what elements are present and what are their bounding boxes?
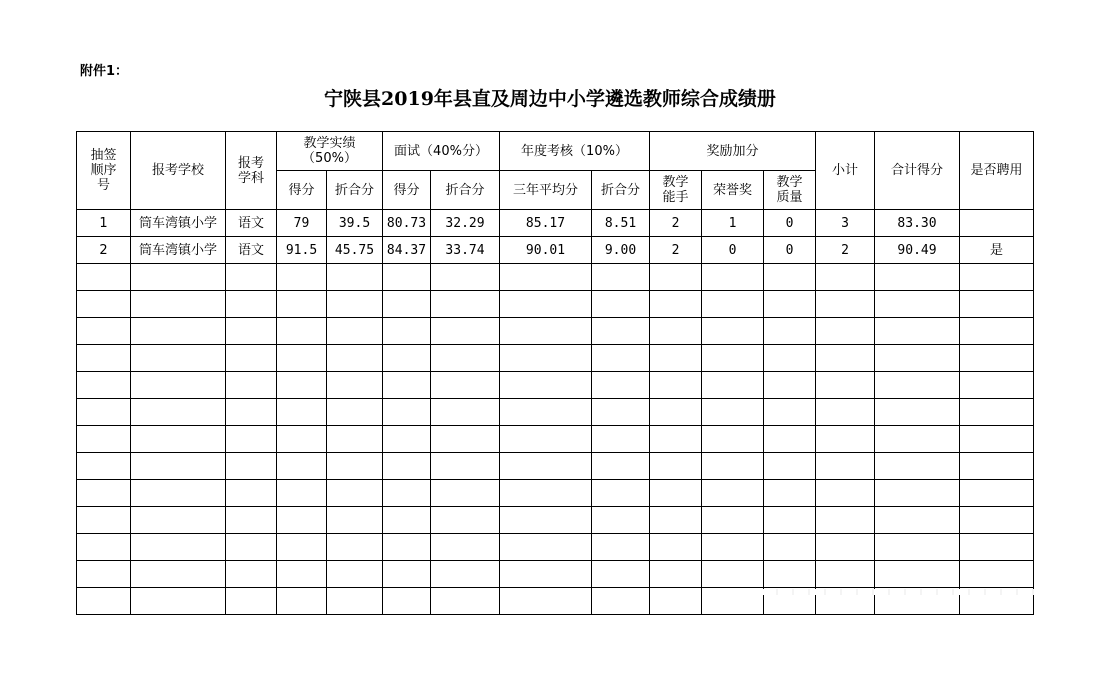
header-three-year-avg: 三年平均分 (500, 171, 592, 210)
empty-cell (500, 426, 592, 453)
empty-cell (500, 480, 592, 507)
empty-cell (702, 561, 764, 588)
header-annual: 年度考核（10%） (500, 132, 650, 171)
empty-cell (875, 291, 960, 318)
empty-cell (277, 399, 327, 426)
empty-cell (592, 426, 650, 453)
empty-cell (816, 372, 875, 399)
empty-cell (650, 264, 702, 291)
school-cell: 筒车湾镇小学 (131, 210, 226, 237)
empty-cell (650, 372, 702, 399)
empty-cell (226, 534, 277, 561)
empty-cell (277, 345, 327, 372)
empty-cell (816, 507, 875, 534)
empty-cell (702, 264, 764, 291)
empty-cell (131, 534, 226, 561)
empty-cell (327, 426, 383, 453)
teaching-converted-cell: 45.75 (327, 237, 383, 264)
empty-cell (226, 264, 277, 291)
subtotal-cell: 3 (816, 210, 875, 237)
empty-cell (383, 588, 431, 615)
empty-cell (383, 291, 431, 318)
empty-cell (431, 561, 500, 588)
empty-cell (431, 453, 500, 480)
empty-cell (650, 426, 702, 453)
empty-cell (960, 426, 1034, 453)
empty-cell (592, 291, 650, 318)
hired-cell: 是 (960, 237, 1034, 264)
empty-cell (592, 561, 650, 588)
empty-row (77, 453, 1034, 480)
total-cell: 83.30 (875, 210, 960, 237)
empty-cell (277, 453, 327, 480)
empty-cell (500, 453, 592, 480)
empty-cell (592, 372, 650, 399)
table-row (77, 210, 1034, 237)
empty-cell (431, 372, 500, 399)
empty-cell (77, 372, 131, 399)
empty-cell (500, 318, 592, 345)
empty-cell (764, 264, 816, 291)
empty-cell (131, 561, 226, 588)
empty-cell (77, 507, 131, 534)
empty-cell (131, 480, 226, 507)
bonus-quality-cell: 0 (764, 237, 816, 264)
empty-cell (875, 426, 960, 453)
empty-cell (131, 318, 226, 345)
empty-cell (226, 426, 277, 453)
empty-cell (77, 480, 131, 507)
empty-cell (650, 453, 702, 480)
interview-converted-cell: 32.29 (431, 210, 500, 237)
empty-cell (226, 399, 277, 426)
empty-cell (650, 534, 702, 561)
interview-score-cell: 80.73 (383, 210, 431, 237)
empty-cell (764, 480, 816, 507)
empty-cell (764, 318, 816, 345)
scan-artifact (762, 589, 1034, 595)
empty-cell (327, 399, 383, 426)
subject-cell: 语文 (226, 237, 277, 264)
empty-cell (277, 507, 327, 534)
empty-cell (383, 318, 431, 345)
empty-cell (327, 480, 383, 507)
empty-row (77, 372, 1034, 399)
empty-cell (816, 399, 875, 426)
empty-cell (702, 507, 764, 534)
header-subtotal: 小计 (816, 132, 875, 210)
empty-cell (131, 291, 226, 318)
empty-cell (131, 399, 226, 426)
empty-cell (131, 426, 226, 453)
empty-cell (816, 480, 875, 507)
header-total: 合计得分 (875, 132, 960, 210)
empty-cell (702, 588, 764, 615)
empty-cell (650, 345, 702, 372)
empty-cell (431, 480, 500, 507)
empty-cell (875, 318, 960, 345)
empty-cell (764, 372, 816, 399)
empty-cell (383, 399, 431, 426)
empty-cell (277, 534, 327, 561)
empty-cell (875, 534, 960, 561)
empty-cell (764, 453, 816, 480)
annual-avg-cell: 90.01 (500, 237, 592, 264)
empty-cell (77, 426, 131, 453)
header-subject: 报考学科 (226, 132, 277, 210)
empty-cell (226, 318, 277, 345)
empty-cell (875, 507, 960, 534)
empty-cell (77, 399, 131, 426)
empty-cell (592, 507, 650, 534)
subtotal-cell: 2 (816, 237, 875, 264)
empty-cell (816, 291, 875, 318)
interview-converted-cell: 33.74 (431, 237, 500, 264)
empty-cell (383, 453, 431, 480)
empty-cell (383, 345, 431, 372)
empty-row (77, 264, 1034, 291)
empty-cell (431, 399, 500, 426)
empty-cell (500, 345, 592, 372)
empty-cell (875, 480, 960, 507)
empty-cell (816, 453, 875, 480)
empty-cell (875, 399, 960, 426)
empty-cell (592, 399, 650, 426)
empty-cell (383, 561, 431, 588)
empty-cell (500, 561, 592, 588)
empty-row (77, 561, 1034, 588)
empty-cell (702, 480, 764, 507)
empty-cell (277, 291, 327, 318)
empty-cell (431, 291, 500, 318)
empty-cell (960, 291, 1034, 318)
empty-cell (77, 345, 131, 372)
empty-cell (500, 372, 592, 399)
annual-converted-cell: 9.00 (592, 237, 650, 264)
empty-cell (960, 318, 1034, 345)
empty-cell (816, 264, 875, 291)
empty-cell (702, 426, 764, 453)
empty-cell (431, 588, 500, 615)
empty-row (77, 345, 1034, 372)
empty-cell (960, 534, 1034, 561)
subject-cell: 语文 (226, 210, 277, 237)
empty-cell (500, 588, 592, 615)
empty-cell (816, 534, 875, 561)
empty-row (77, 507, 1034, 534)
empty-cell (764, 399, 816, 426)
empty-cell (702, 372, 764, 399)
empty-cell (327, 264, 383, 291)
empty-cell (875, 561, 960, 588)
empty-cell (875, 372, 960, 399)
header-school: 报考学校 (131, 132, 226, 210)
empty-cell (383, 426, 431, 453)
empty-cell (816, 318, 875, 345)
empty-row (77, 426, 1034, 453)
empty-cell (702, 534, 764, 561)
empty-cell (592, 345, 650, 372)
page-title: 宁陕县2019年县直及周边中小学遴选教师综合成绩册 (324, 88, 776, 110)
empty-cell (960, 480, 1034, 507)
empty-row (77, 534, 1034, 561)
table-row (77, 237, 1034, 264)
empty-row (77, 480, 1034, 507)
empty-cell (327, 453, 383, 480)
empty-cell (383, 372, 431, 399)
empty-cell (960, 399, 1034, 426)
empty-cell (431, 426, 500, 453)
attachment-label: 附件1： (80, 64, 129, 79)
score-table (76, 131, 1034, 615)
empty-cell (327, 345, 383, 372)
empty-cell (277, 264, 327, 291)
header-annual-converted: 折合分 (592, 171, 650, 210)
empty-cell (650, 318, 702, 345)
empty-cell (383, 507, 431, 534)
empty-cell (702, 453, 764, 480)
bonus-expert-cell: 2 (650, 237, 702, 264)
header-interview-converted: 折合分 (431, 171, 500, 210)
empty-cell (431, 318, 500, 345)
bonus-quality-cell: 0 (764, 210, 816, 237)
empty-cell (77, 561, 131, 588)
empty-cell (327, 291, 383, 318)
header-interview-score: 得分 (383, 171, 431, 210)
empty-row (77, 318, 1034, 345)
empty-cell (960, 345, 1034, 372)
empty-cell (77, 264, 131, 291)
empty-cell (277, 372, 327, 399)
empty-cell (764, 561, 816, 588)
empty-cell (77, 318, 131, 345)
hired-cell (960, 210, 1034, 237)
empty-cell (816, 561, 875, 588)
empty-cell (592, 534, 650, 561)
empty-cell (226, 588, 277, 615)
header-bonus: 奖励加分 (650, 132, 816, 171)
empty-cell (650, 480, 702, 507)
empty-cell (226, 345, 277, 372)
empty-cell (431, 507, 500, 534)
empty-cell (816, 426, 875, 453)
header-teaching-converted: 折合分 (327, 171, 383, 210)
empty-cell (960, 561, 1034, 588)
empty-cell (500, 291, 592, 318)
empty-cell (500, 399, 592, 426)
empty-cell (592, 453, 650, 480)
empty-cell (431, 345, 500, 372)
empty-cell (960, 372, 1034, 399)
header-hired: 是否聘用 (960, 132, 1034, 210)
empty-cell (277, 318, 327, 345)
empty-cell (764, 507, 816, 534)
empty-cell (500, 507, 592, 534)
empty-cell (327, 561, 383, 588)
empty-cell (960, 507, 1034, 534)
empty-cell (650, 291, 702, 318)
empty-cell (431, 534, 500, 561)
header-honor: 荣誉奖 (702, 171, 764, 210)
empty-cell (77, 453, 131, 480)
bonus-honor-cell: 1 (702, 210, 764, 237)
empty-cell (875, 453, 960, 480)
empty-cell (764, 291, 816, 318)
empty-cell (875, 264, 960, 291)
seq-cell: 1 (77, 210, 131, 237)
seq-cell: 2 (77, 237, 131, 264)
empty-cell (431, 264, 500, 291)
empty-cell (592, 264, 650, 291)
empty-cell (592, 318, 650, 345)
empty-cell (592, 480, 650, 507)
empty-row (77, 399, 1034, 426)
empty-cell (960, 264, 1034, 291)
empty-cell (131, 345, 226, 372)
empty-cell (77, 291, 131, 318)
empty-cell (702, 399, 764, 426)
header-teaching: 教学实绩（50%） (277, 132, 383, 171)
empty-cell (327, 534, 383, 561)
empty-cell (226, 561, 277, 588)
empty-cell (650, 507, 702, 534)
empty-cell (77, 534, 131, 561)
empty-cell (764, 426, 816, 453)
empty-cell (702, 291, 764, 318)
empty-cell (327, 507, 383, 534)
header-teaching-quality: 教学质量 (764, 171, 816, 210)
empty-cell (650, 399, 702, 426)
empty-cell (226, 453, 277, 480)
school-cell: 筒车湾镇小学 (131, 237, 226, 264)
empty-cell (383, 480, 431, 507)
empty-cell (816, 345, 875, 372)
interview-score-cell: 84.37 (383, 237, 431, 264)
empty-cell (327, 318, 383, 345)
empty-cell (277, 480, 327, 507)
header-teaching-expert: 教学能手 (650, 171, 702, 210)
empty-cell (327, 588, 383, 615)
header-interview: 面试（40%分） (383, 132, 500, 171)
empty-cell (383, 534, 431, 561)
empty-cell (764, 345, 816, 372)
empty-cell (131, 588, 226, 615)
empty-cell (131, 453, 226, 480)
empty-cell (650, 561, 702, 588)
teaching-converted-cell: 39.5 (327, 210, 383, 237)
empty-cell (226, 291, 277, 318)
empty-cell (131, 507, 226, 534)
bonus-expert-cell: 2 (650, 210, 702, 237)
empty-cell (131, 264, 226, 291)
empty-cell (277, 561, 327, 588)
empty-cell (383, 264, 431, 291)
header-teaching-score: 得分 (277, 171, 327, 210)
empty-row (77, 291, 1034, 318)
empty-cell (960, 453, 1034, 480)
teaching-score-cell: 79 (277, 210, 327, 237)
annual-avg-cell: 85.17 (500, 210, 592, 237)
empty-cell (226, 480, 277, 507)
empty-cell (131, 372, 226, 399)
bonus-honor-cell: 0 (702, 237, 764, 264)
teaching-score-cell: 91.5 (277, 237, 327, 264)
empty-cell (226, 372, 277, 399)
empty-cell (592, 588, 650, 615)
header-seq: 抽签顺序号 (77, 132, 131, 210)
empty-cell (650, 588, 702, 615)
empty-cell (500, 264, 592, 291)
empty-cell (875, 345, 960, 372)
empty-cell (277, 588, 327, 615)
empty-cell (764, 534, 816, 561)
empty-cell (500, 534, 592, 561)
empty-cell (327, 372, 383, 399)
empty-cell (702, 318, 764, 345)
empty-cell (77, 588, 131, 615)
empty-cell (277, 426, 327, 453)
annual-converted-cell: 8.51 (592, 210, 650, 237)
total-cell: 90.49 (875, 237, 960, 264)
empty-cell (702, 345, 764, 372)
empty-cell (226, 507, 277, 534)
